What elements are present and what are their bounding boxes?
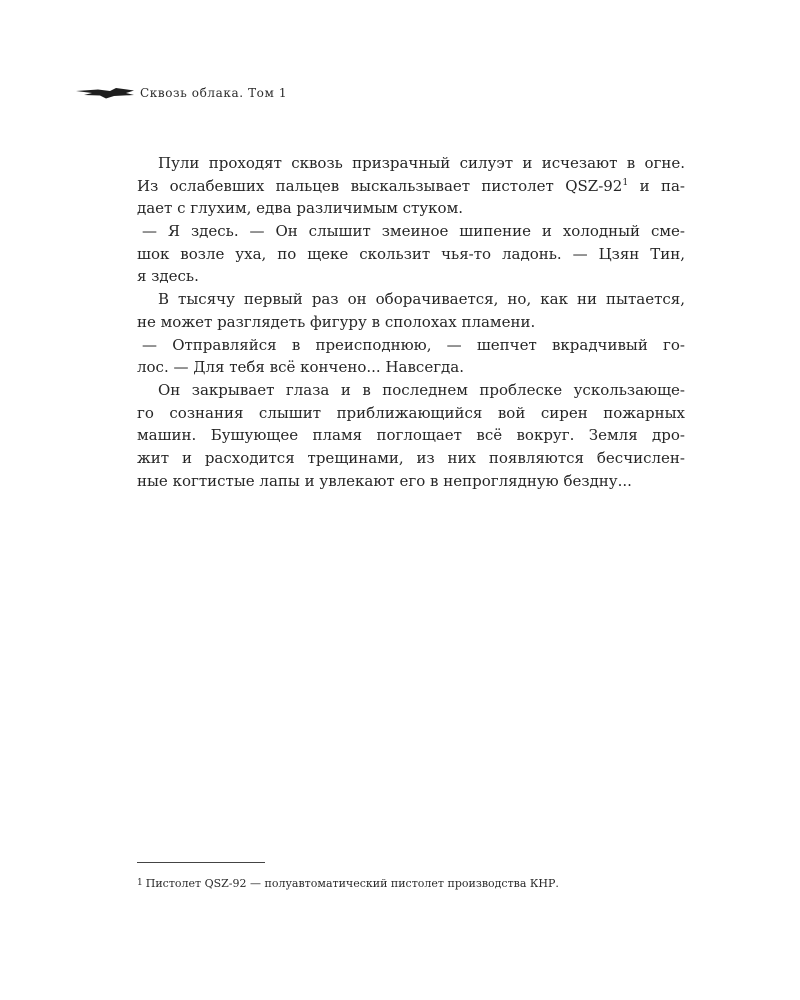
brushstroke-icon (76, 86, 134, 100)
footnote-text: Пистолет QSZ-92 — полуавтоматический пистолет производства КНР. (145, 877, 559, 890)
text-line: Пули проходят сквозь призрачный силуэт и исчезают в огне. (158, 154, 685, 172)
text-line: В тысячу первый раз он оборачивается, но, как ни пытается, (158, 290, 685, 309)
text-line: шок возле уха, по щеке скользит чья-то ладонь. — Цзян Тин, (137, 244, 685, 263)
text-line: ные когтистые лапы и увлекают его в непроглядную бездну... (137, 471, 632, 490)
text-line-part: Из ослабевших пальцев выскальзывает пистолет QSZ-92 (137, 176, 623, 195)
text-line: дает с глухим, едва различимым стуком. (137, 199, 464, 218)
running-head (76, 84, 287, 102)
footnote (137, 877, 559, 890)
text-line (137, 175, 685, 198)
footnote-number: 1 (137, 878, 143, 888)
text-line-part: и па- (628, 176, 685, 195)
body-text (137, 152, 685, 492)
text-line: го сознания слышит приближающийся вой сирен пожарных (137, 403, 685, 422)
book-title: Сквозь облака. Том 1 (140, 86, 288, 100)
footnote-divider (137, 862, 265, 863)
text-line: машин. Бушующее пламя поглощает всё вокруг. Земля дро- (137, 426, 685, 445)
text-line: я здесь. (137, 267, 199, 286)
text-line: лос. — Для тебя всё кончено... Навсегда. (137, 358, 464, 377)
text-line: Он закрывает глаза и в последнем проблеске ускользающе- (158, 380, 685, 399)
text-line: жит и расходится трещинами, из них появляются бесчислен- (137, 448, 685, 467)
text-line: — Я здесь. — Он слышит змеиное шипение и холодный сме- (142, 222, 685, 241)
footnote-ref[interactable]: 1 (622, 176, 629, 188)
text-line: — Отправляйся в преисподнюю, — шепчет вкрадчивый го- (142, 335, 685, 354)
text-line: не может разглядеть фигуру в сполохах пламени. (137, 312, 536, 331)
